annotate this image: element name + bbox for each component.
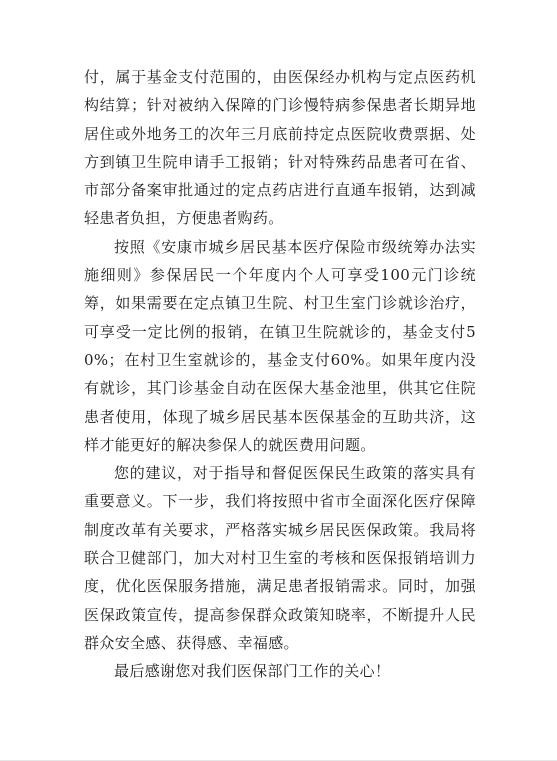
paragraph-closing-thanks: 最后感谢您对我们医保部门工作的关心！ [114, 662, 391, 681]
document-body [84, 63, 476, 686]
paragraph-fund-settlement: 付，属于基金支付范围的，由医保经办机构与定点医药机构结算；针对被纳入保障的门诊慢特病参保患者长期异地居住或外地务工的次年三月底前持定点医院收费票据、处方到镇卫生院申请手工报销；针对特殊药品患者可在省、市部分备案审批通过的定点药店进行直通车报销，达到减轻患者负担，方便患者购药。 [84, 68, 476, 228]
paragraph-outpatient-pooling: 按照《安康市城乡居民基本医疗保险市级统筹办法实施细则》参保居民一个年度内个人可享受100元门诊统筹，如果需要在定点镇卫生院、村卫生室门诊就诊治疗，可享受一定比例的报销，在镇卫生院就诊的，基金支付50%；在村卫生室就诊的，基金支付60%。如果年度内没有就诊，其门诊基金自动在医保大基金池里，供其它住院患者使用，体现了城乡居民基本医保基金的互助共济，这样才能更好的解决参保人的就医费用问题。 [84, 237, 476, 454]
paragraph-next-steps: 您的建议，对于指导和督促医保民生政策的落实具有重要意义。下一步，我们将按照中省市全面深化医疗保障制度改革有关要求，严格落实城乡居民医保政策。我局将联合卫健部门，加大对村卫生室的考核和医保报销培训力度，优化医保服务措施，满足患者报销需求。同时，加强医保政策宣传，提高参保群众政策知晓率，不断提升人民群众安全感、获得感、幸福感。 [84, 464, 476, 652]
